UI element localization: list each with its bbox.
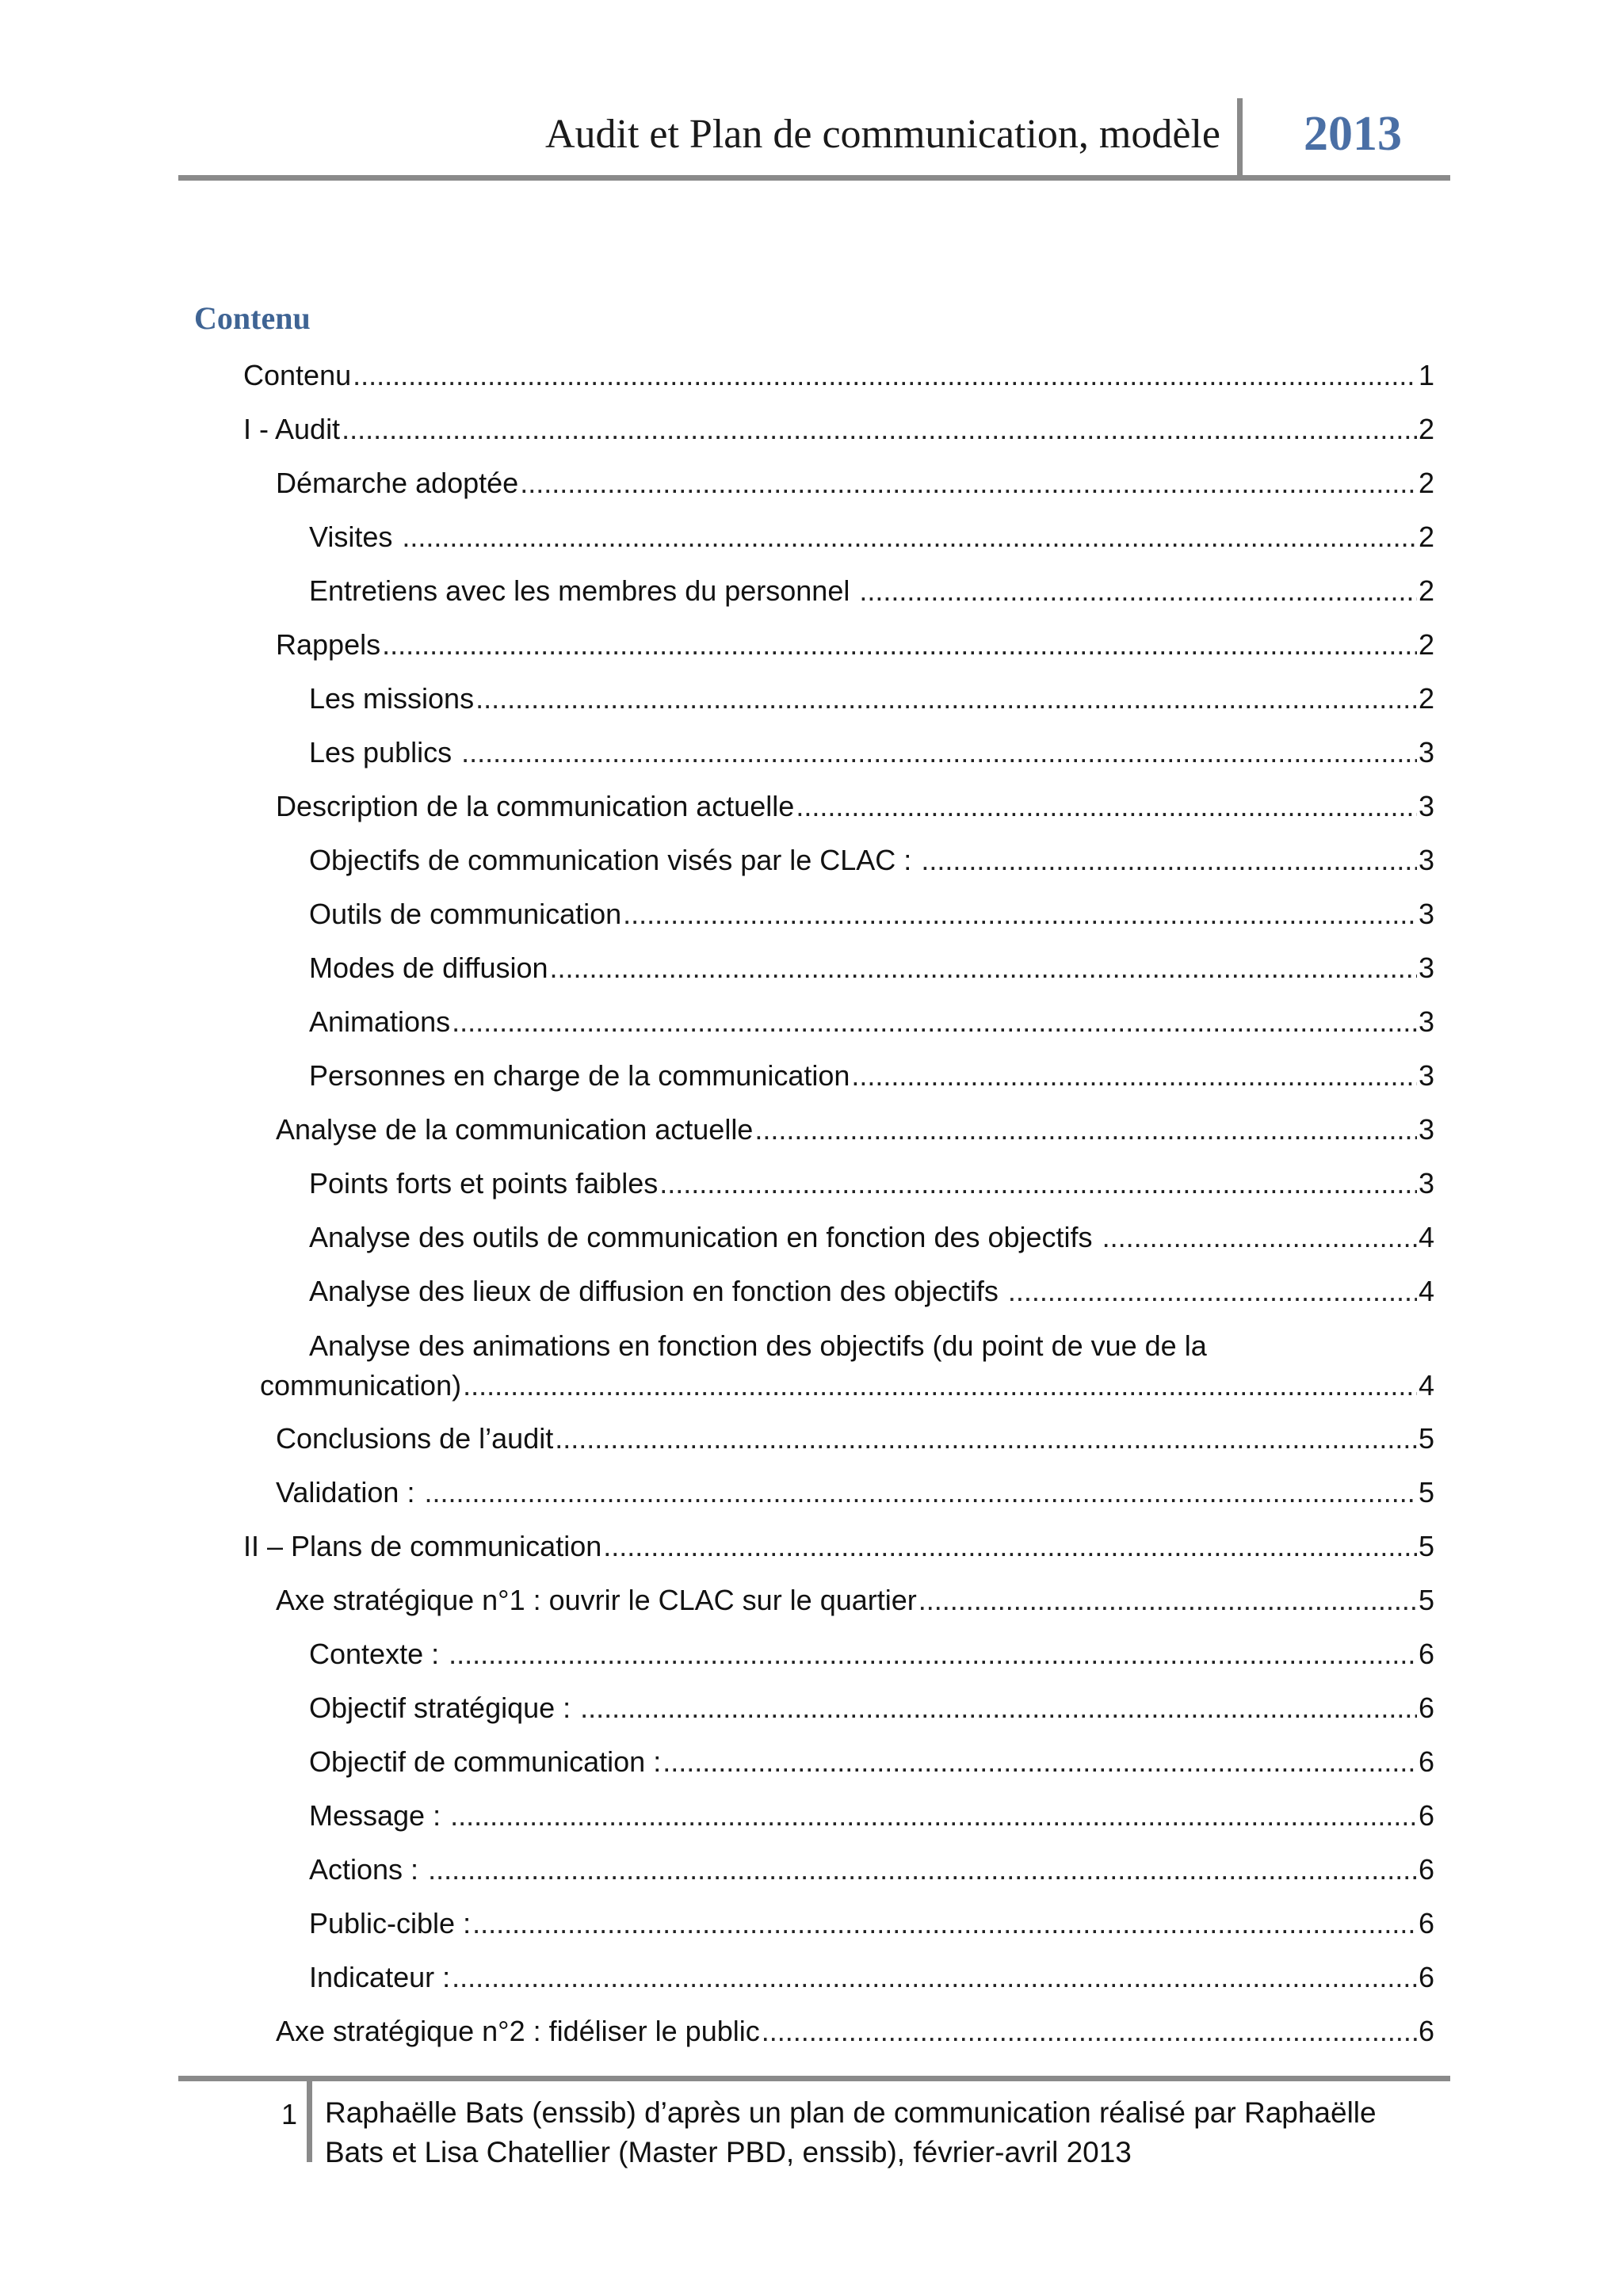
toc-heading: Contenu [194, 300, 311, 336]
footer-divider [307, 2081, 312, 2162]
toc-dot-leader [754, 1103, 1417, 1157]
toc-dot-leader [796, 780, 1417, 833]
toc-entry[interactable] [243, 564, 1434, 618]
toc-entry-label: Analyse de la communication actuelle [276, 1113, 754, 1146]
page-footer [178, 2076, 1450, 2171]
toc-dot-leader [463, 1366, 1417, 1405]
toc-entry-label: Analyse des lieux de diffusion en fonction des objectifs [309, 1275, 1006, 1307]
toc-entry[interactable] [243, 1318, 1434, 1412]
footer-page-number: 1 [281, 2098, 298, 2130]
toc-entry[interactable] [243, 1049, 1434, 1103]
toc-page-number: 2 [1418, 682, 1434, 715]
toc-page-number: 6 [1418, 1961, 1434, 1993]
toc-dot-leader [1008, 1264, 1417, 1318]
toc-entry-label: Conclusions de l’audit [276, 1422, 554, 1455]
toc-dot-leader [623, 887, 1417, 941]
toc-entry[interactable] [243, 1412, 1434, 1466]
toc-page-number: 3 [1418, 1059, 1434, 1092]
toc-entry-label-continued: communication) [260, 1369, 462, 1402]
toc-page-number: 4 [1418, 1221, 1434, 1253]
toc-dot-leader [382, 618, 1417, 672]
toc-dot-leader [555, 1412, 1417, 1466]
toc-page-number: 3 [1418, 952, 1434, 984]
toc-entry[interactable] [243, 1573, 1434, 1627]
toc-page-number: 3 [1418, 1005, 1434, 1038]
toc-dot-leader [472, 1897, 1417, 1951]
toc-page-number: 2 [1418, 521, 1434, 553]
toc-page-number: 5 [1418, 1530, 1434, 1562]
toc-entry-label: Message : [309, 1799, 449, 1832]
toc-page-number: 5 [1418, 1422, 1434, 1455]
toc-dot-leader [452, 1951, 1417, 2004]
toc-dot-leader [402, 510, 1417, 564]
toc-entry-label: I - Audit [243, 413, 341, 445]
toc-entry[interactable] [243, 349, 1434, 402]
toc-dot-leader [762, 2004, 1417, 2058]
toc-page-number: 3 [1418, 844, 1434, 876]
toc-dot-leader [1102, 1211, 1417, 1264]
footer-credit-text: Raphaëlle Bats (enssib) d’après un plan de communication réalisé par Raphaëlle Bats et Lisa Chatellier (Master PBD, enssib), février-avril 2013 [325, 2096, 1377, 2168]
toc-entry[interactable] [243, 1466, 1434, 1520]
toc-page-number: 6 [1418, 1799, 1434, 1832]
toc-entry[interactable] [243, 1681, 1434, 1735]
toc-page-number: 2 [1418, 467, 1434, 499]
toc-page-number: 2 [1418, 628, 1434, 661]
toc-page-number: 3 [1418, 1167, 1434, 1199]
toc-page-number: 3 [1418, 736, 1434, 769]
page-header [178, 93, 1450, 181]
document-year: 2013 [1304, 107, 1402, 161]
toc-entry-label: Rappels [276, 628, 381, 661]
toc-entry-label: Analyse des animations en fonction des objectifs (du point de vue de la [309, 1329, 1207, 1362]
toc-entry-label: Objectif de communication : [309, 1745, 662, 1778]
toc-dot-leader [353, 349, 1417, 402]
toc-entry-label: Indicateur : [309, 1961, 451, 1993]
toc-entry[interactable] [243, 1789, 1434, 1843]
toc-page-number: 1 [1418, 359, 1434, 391]
toc-entry[interactable] [243, 941, 1434, 995]
toc-page-number: 4 [1418, 1369, 1434, 1402]
document-title: Audit et Plan de communication, modèle [544, 112, 1220, 157]
toc-entry-label: Objectifs de communication visés par le CLAC : [309, 844, 920, 876]
toc-entry[interactable] [243, 2004, 1434, 2058]
toc-entry-label: Description de la communication actuelle [276, 790, 795, 822]
toc-entry-label: II – Plans de communication [243, 1530, 602, 1562]
toc-dot-leader [450, 1789, 1417, 1843]
toc-page-number: 4 [1418, 1275, 1434, 1307]
toc-entry-label: Axe stratégique n°1 : ouvrir le CLAC sur le quartier [276, 1584, 917, 1616]
toc-page-number: 6 [1418, 1638, 1434, 1670]
toc-page-number: 2 [1418, 413, 1434, 445]
toc-page-number: 6 [1418, 2015, 1434, 2047]
toc-page-number: 5 [1418, 1584, 1434, 1616]
toc-dot-leader [461, 726, 1417, 780]
toc-dot-leader [550, 941, 1417, 995]
toc-entry[interactable] [243, 726, 1434, 780]
toc-dot-leader [424, 1466, 1417, 1520]
toc-dot-leader [851, 1049, 1417, 1103]
toc-entry[interactable] [243, 780, 1434, 833]
toc-dot-leader [520, 456, 1417, 510]
toc-dot-leader [342, 402, 1417, 456]
toc-page-number: 5 [1418, 1476, 1434, 1508]
toc-dot-leader [659, 1157, 1417, 1211]
toc-entry-label: Démarche adoptée [276, 467, 519, 499]
toc-entry-label: Validation : [276, 1476, 423, 1508]
toc-dot-leader [428, 1843, 1417, 1897]
toc-entry[interactable] [243, 1264, 1434, 1318]
toc-entry[interactable] [243, 1897, 1434, 1951]
toc-dot-leader [580, 1681, 1417, 1735]
toc-entry[interactable] [243, 510, 1434, 564]
toc-entry-label: Visites [309, 521, 401, 553]
toc-entry-label: Analyse des outils de communication en fonction des objectifs [309, 1221, 1101, 1253]
toc-entry-label: Animations [309, 1005, 451, 1038]
toc-dot-leader [603, 1520, 1417, 1573]
toc-entry-label: Entretiens avec les membres du personnel [309, 574, 858, 607]
toc-entry-label: Axe stratégique n°2 : fidéliser le public [276, 2015, 760, 2047]
toc-entry[interactable] [243, 995, 1434, 1049]
toc-entry[interactable] [243, 833, 1434, 887]
toc-entry[interactable] [243, 672, 1434, 726]
toc-entry[interactable] [243, 1103, 1434, 1157]
toc-page-number: 3 [1418, 790, 1434, 822]
toc-entry[interactable] [243, 618, 1434, 672]
toc-entry[interactable] [243, 1520, 1434, 1573]
toc-entry[interactable] [243, 456, 1434, 510]
toc-entry[interactable] [243, 1951, 1434, 2004]
toc-entry-label: Outils de communication [309, 898, 622, 930]
toc-entry-label: Objectif stratégique : [309, 1691, 579, 1724]
footer-rule [178, 2076, 1450, 2081]
toc-entry-label: Contexte : [309, 1638, 448, 1670]
toc-page-number: 2 [1418, 574, 1434, 607]
toc-entry-label: Les publics [309, 736, 460, 769]
toc-entry-label: Personnes en charge de la communication [309, 1059, 850, 1092]
toc-entry[interactable] [243, 1157, 1434, 1211]
toc-entry[interactable] [243, 1211, 1434, 1264]
toc-dot-leader [452, 995, 1417, 1049]
toc-page-number: 6 [1418, 1907, 1434, 1939]
toc-entry[interactable] [243, 1627, 1434, 1681]
toc-entry-label: Contenu [243, 359, 352, 391]
toc-page-number: 6 [1418, 1745, 1434, 1778]
table-of-contents [243, 349, 1434, 2058]
toc-page-number: 3 [1418, 898, 1434, 930]
header-rule [178, 175, 1450, 181]
toc-page-number: 6 [1418, 1691, 1434, 1724]
toc-entry[interactable] [243, 1843, 1434, 1897]
toc-dot-leader [859, 564, 1417, 618]
header-divider [1237, 98, 1243, 177]
toc-entry[interactable] [243, 887, 1434, 941]
toc-entry-label: Modes de diffusion [309, 952, 548, 984]
toc-page-number: 3 [1418, 1113, 1434, 1146]
toc-entry-label: Actions : [309, 1853, 427, 1886]
toc-dot-leader [663, 1735, 1417, 1789]
toc-page-number: 6 [1418, 1853, 1434, 1886]
toc-dot-leader [921, 833, 1417, 887]
toc-entry[interactable] [243, 1735, 1434, 1789]
toc-entry-label: Public-cible : [309, 1907, 472, 1939]
toc-entry[interactable] [243, 402, 1434, 456]
toc-dot-leader [449, 1627, 1417, 1681]
toc-dot-leader [918, 1573, 1417, 1627]
toc-entry-label: Les missions [309, 682, 475, 715]
toc-entry-label: Points forts et points faibles [309, 1167, 659, 1199]
toc-dot-leader [475, 672, 1417, 726]
